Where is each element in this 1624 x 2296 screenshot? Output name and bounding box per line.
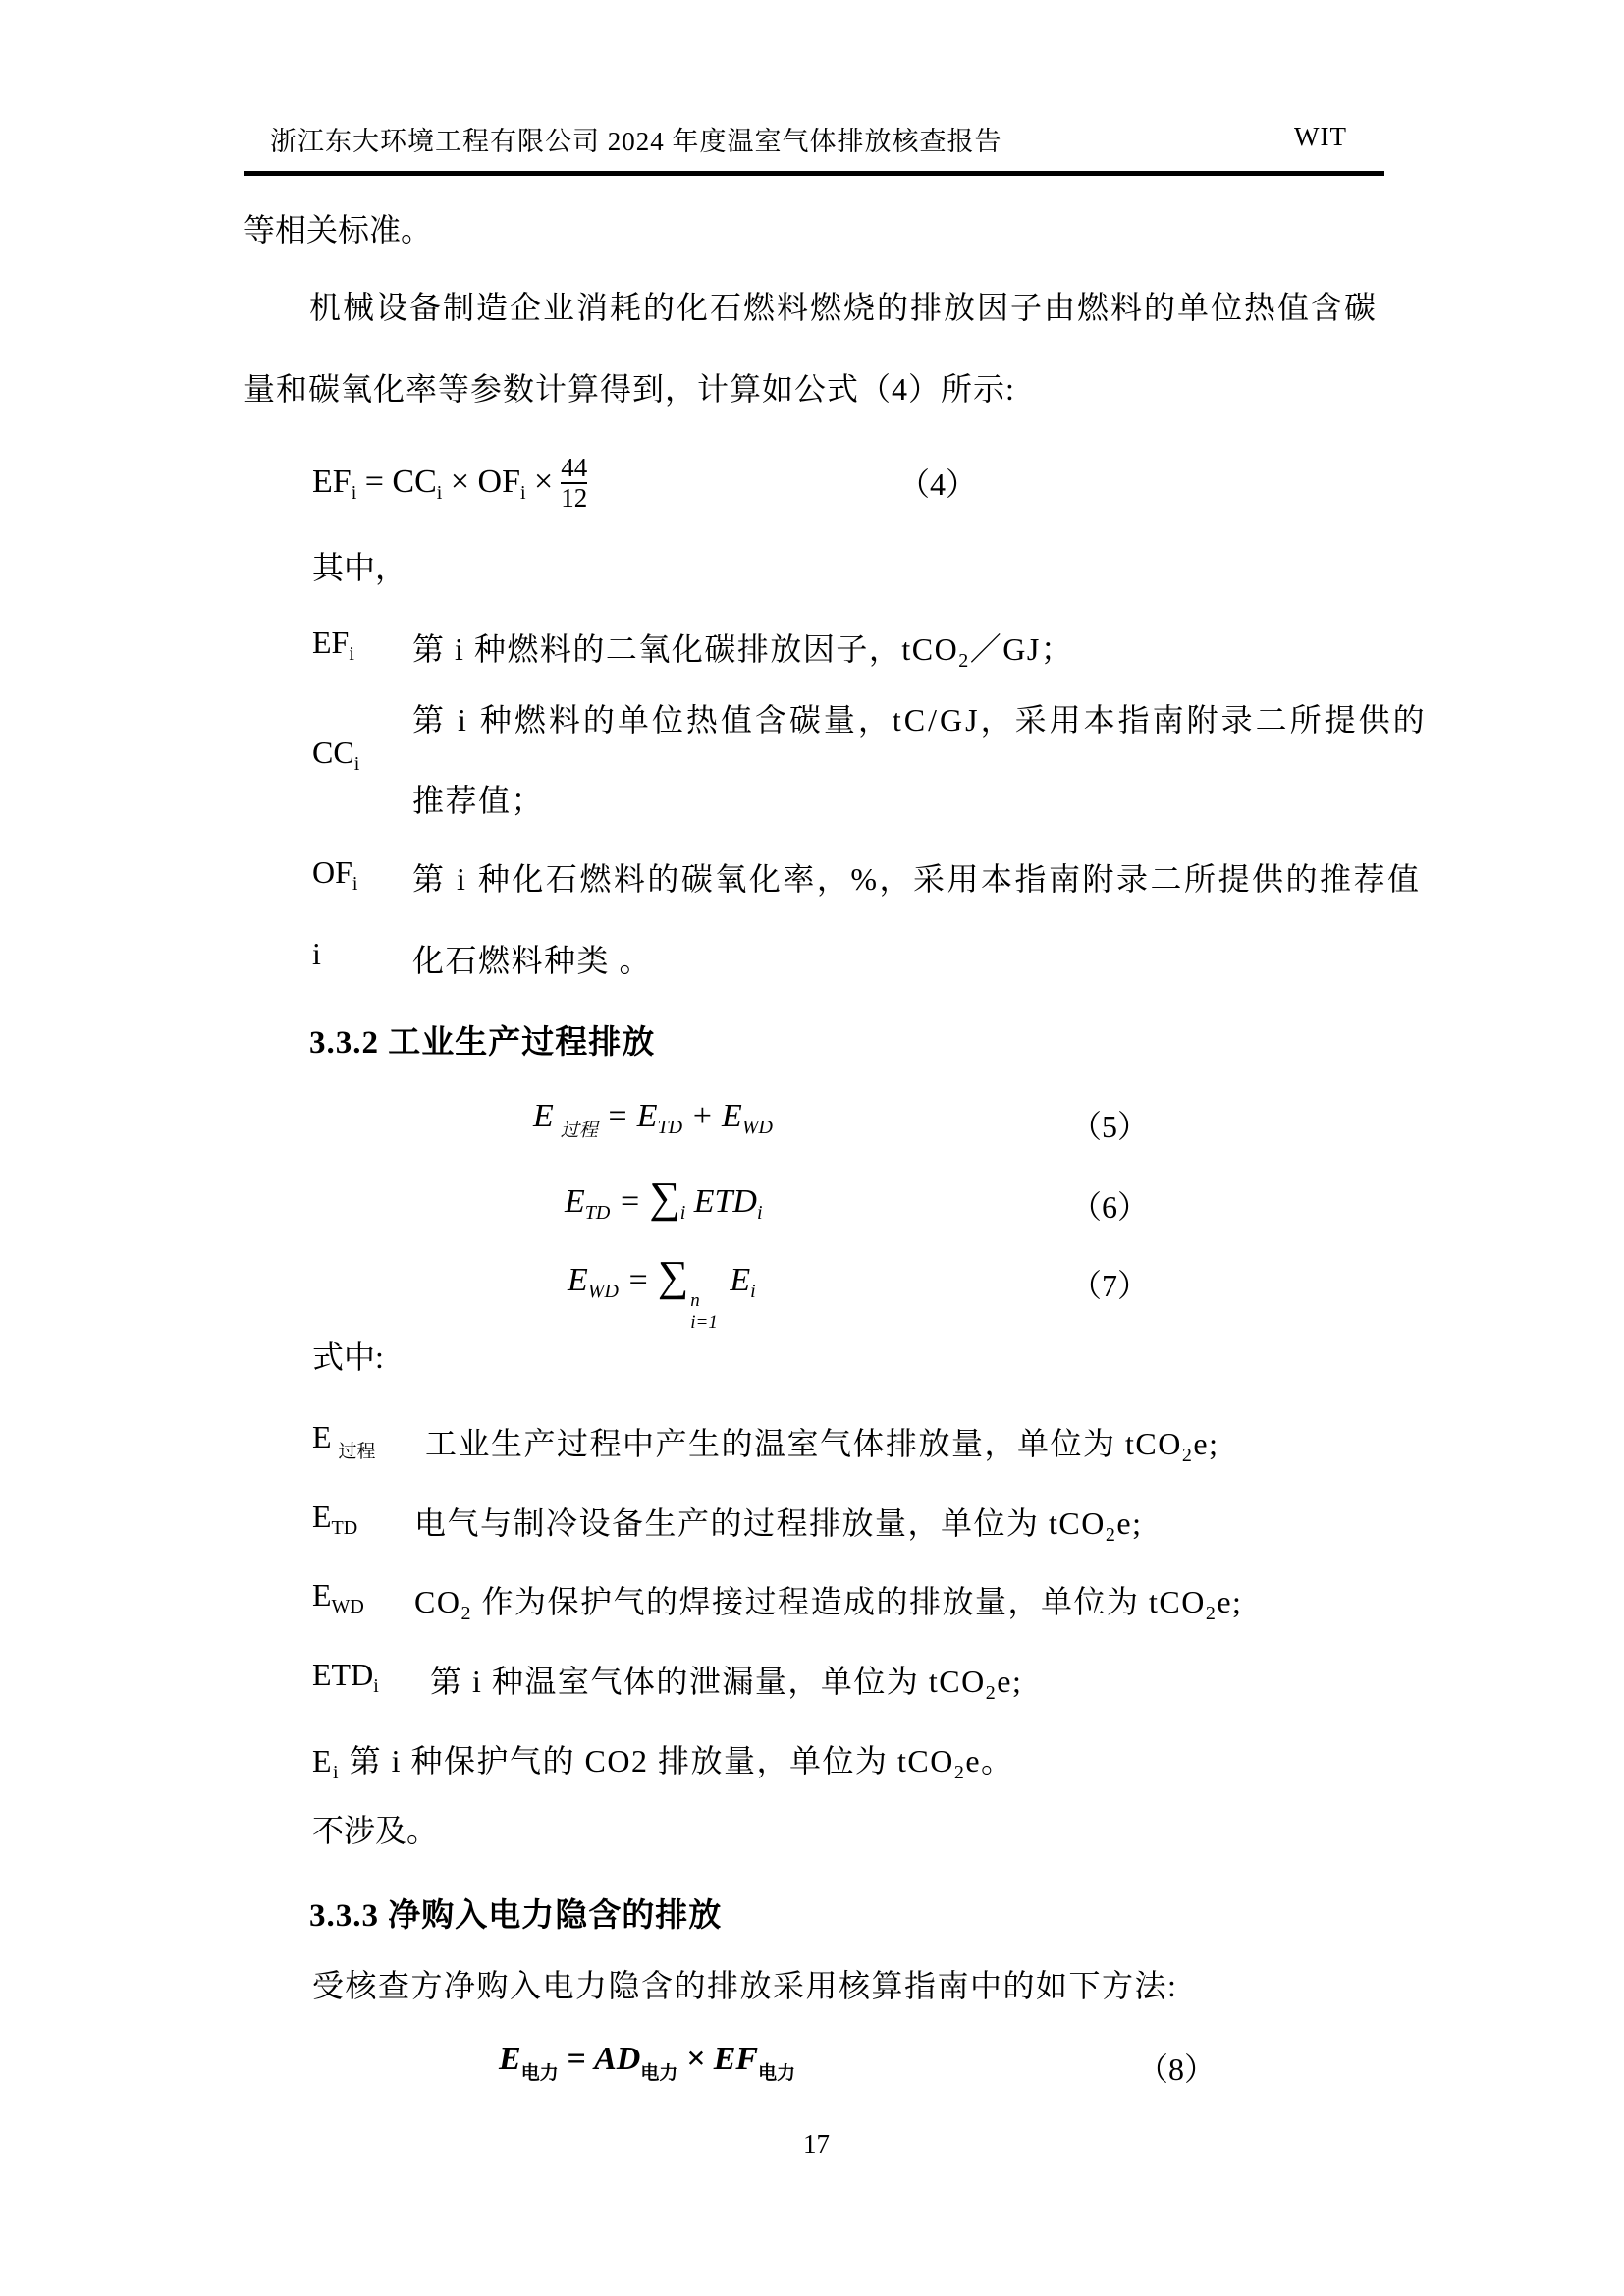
formula-6: $E_{TD} = \sum_i$ $ETD_i$ — [565, 1174, 763, 1224]
paragraph-line: 其中， — [312, 550, 407, 585]
symbol-desc-eproc: 工业生产过程中产生的温室气体排放量，单位为 tCO$_2$e; — [425, 1426, 1219, 1466]
page-number: 17 — [803, 2129, 830, 2159]
formula-6-number: （6） — [1070, 1189, 1150, 1225]
paragraph-line: 等相关标准。 — [244, 212, 433, 247]
symbol-desc-ewd: $CO_2$ 作为保护气的焊接过程造成的排放量，单位为 tCO$_2$e; — [414, 1584, 1243, 1624]
formula-5: E $_{过程} = E_{TD} + E_{WD}$ — [533, 1098, 773, 1141]
formula-4 — [312, 442, 587, 524]
sigma-symbol: ∑ — [657, 1252, 689, 1300]
page-header-title: 浙江东大环境工程有限公司 2024 年度温室气体排放核查报告 — [270, 127, 1002, 156]
symbol-term-etd: $E_{TD}$ — [312, 1499, 358, 1539]
symbol-desc-ef: 第 i 种燃料的二氧化碳排放因子，tCO$_2$／GJ； — [412, 631, 1074, 672]
symbol-desc-cc-line2: 推荐值； — [412, 783, 545, 818]
paragraph-line: 机械设备制造企业消耗的化石燃料燃烧的排放因子由燃料的单位热值含碳 — [309, 290, 1379, 325]
formula-7-number: （7） — [1070, 1268, 1150, 1303]
section-heading-332: 3.3.2 工业生产过程排放 — [309, 1025, 656, 1061]
symbol-desc-cc-line1: 第 i 种燃料的单位热值含碳量，tC/GJ，采用本指南附录二所提供的 — [412, 702, 1428, 738]
formula-4-number: （4） — [898, 466, 978, 502]
fraction-44-12: $\frac{44}{12}$ — [561, 452, 588, 513]
paragraph-line: 受核查方净购入电力隐含的排放采用核算指南中的如下方法: — [312, 1968, 1178, 2003]
symbol-desc-etdi: 第 i 种温室气体的泄漏量，单位为 tCO$_2$e; — [430, 1664, 1023, 1704]
symbol-desc-i: 化石燃料种类 。 — [412, 943, 653, 978]
sigma-limits: n i=1 — [690, 1290, 718, 1333]
symbol-term-ewd: $E_{WD}$ — [312, 1577, 364, 1617]
paragraph-line: 不涉及。 — [312, 1813, 439, 1848]
header-rule — [244, 171, 1384, 176]
paragraph-line: 式中: — [312, 1339, 384, 1375]
paragraph-line: 量和碳氧化率等参数计算得到，计算如公式（4）所示: — [244, 371, 1015, 407]
symbol-term-etdi: $ETD_i$ — [312, 1657, 379, 1697]
symbol-term-cc: $CC_i$ — [312, 735, 360, 775]
formula-5-number: （5） — [1070, 1109, 1150, 1144]
symbol-desc-etd: 电气与制冷设备生产的过程排放量，单位为 tCO$_2$e; — [414, 1505, 1143, 1546]
sigma-symbol: ∑ — [649, 1174, 680, 1222]
section-heading-333: 3.3.3 净购入电力隐含的排放 — [309, 1898, 723, 1934]
formula-7: $E_{WD}$ = ∑ n i=1 $E_i$ — [568, 1252, 756, 1333]
symbol-term-i: i — [312, 936, 321, 971]
formula-8-number: （8） — [1137, 2051, 1217, 2087]
symbol-term-eproc: E $_{过程}$ — [312, 1419, 376, 1462]
symbol-term-of: $OF_i$ — [312, 854, 358, 895]
page-header-mark: WIT — [1294, 122, 1347, 151]
formula-4-body: $EF_i = CC_i \times OF_i$ × — [312, 464, 554, 504]
symbol-term-ef: $EF_i$ — [312, 625, 354, 665]
symbol-desc-of: 第 i 种化石燃料的碳氧化率，%，采用本指南附录二所提供的推荐值 — [412, 861, 1422, 897]
formula-8: $E_{电力} = AD_{电力} \times EF_{电力}$ — [499, 2041, 796, 2084]
symbol-line-ei: $E_i$ 第 i 种保护气的 CO2 排放量，单位为 tCO$_2$e。 — [312, 1743, 1014, 1783]
